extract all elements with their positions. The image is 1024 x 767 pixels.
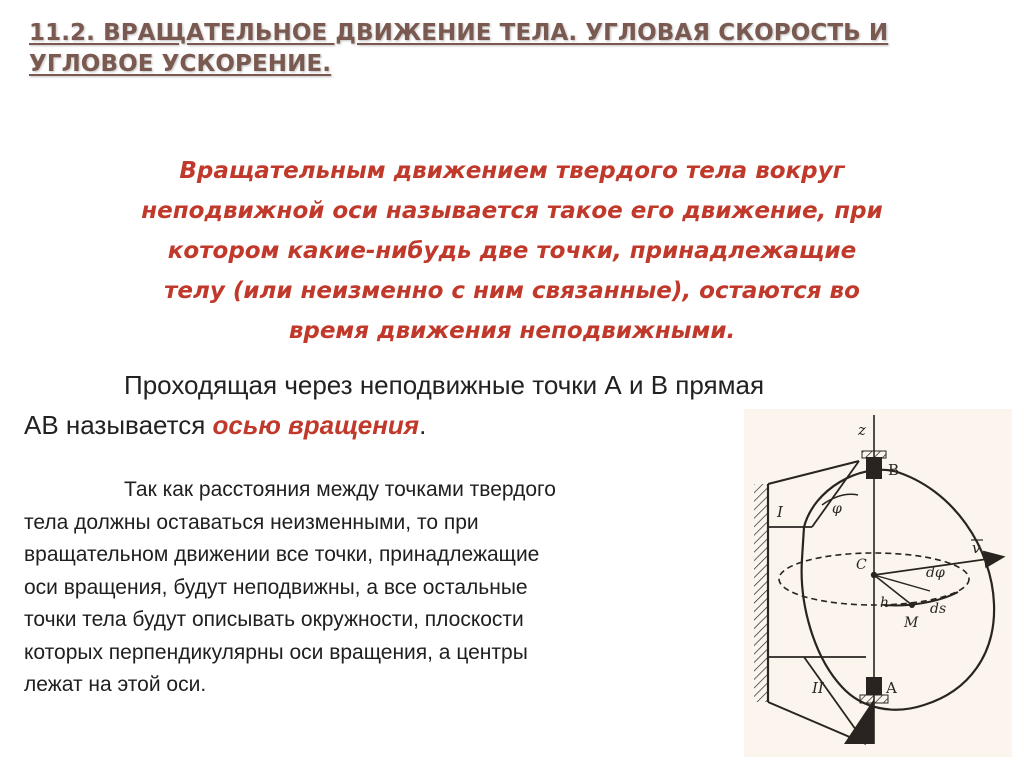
slide-title bbox=[29, 18, 979, 80]
definition-text bbox=[28, 151, 996, 351]
definition-line-1: Вращательным движением твердого тела вокруг bbox=[179, 158, 845, 184]
point-c bbox=[871, 572, 877, 578]
rotation-diagram bbox=[744, 409, 1012, 757]
body-line-1: Так как расстояния между точками твердого bbox=[124, 478, 556, 501]
point-m bbox=[909, 602, 915, 608]
label-a: A bbox=[886, 679, 897, 697]
body-line-7: лежат на этой оси. bbox=[24, 673, 207, 696]
title-line-1: 11.2. ВРАЩАТЕЛЬНОЕ ДВИЖЕНИЕ ТЕЛА. УГЛОВАЯ СКОРОСТЬ И bbox=[29, 20, 889, 46]
body-line-4: оси вращения, будут неподвижны, а все остальные bbox=[24, 575, 528, 599]
bearing-a bbox=[866, 677, 882, 695]
bearing-b bbox=[866, 457, 882, 479]
axis-paragraph-line-1: Проходящая через неподвижные точки А и В прямая bbox=[124, 370, 765, 400]
definition-line-4: телу (или неизменно с ним связанные), остаются во bbox=[164, 278, 860, 304]
label-v: v bbox=[972, 539, 981, 557]
definition-line-5: время движения неподвижными. bbox=[288, 318, 736, 344]
body-outline bbox=[802, 470, 994, 710]
body-line-3: вращательном движении все точки, принадлежащие bbox=[24, 543, 540, 566]
label-z: z bbox=[858, 421, 866, 439]
axis-paragraph-suffix: . bbox=[419, 410, 427, 440]
trajectory-solid bbox=[884, 592, 958, 605]
label-b: B bbox=[888, 461, 900, 479]
axis-paragraph-line-2 bbox=[24, 410, 426, 440]
radius-line-2 bbox=[874, 575, 930, 591]
label-ii: II bbox=[812, 679, 824, 697]
label-h: h bbox=[880, 595, 890, 611]
label-c: C bbox=[856, 557, 867, 573]
label-dphi: dφ bbox=[926, 565, 945, 581]
title-line-2: УГЛОВОЕ УСКОРЕНИЕ. bbox=[29, 51, 332, 77]
definition-line-2: неподвижной оси называется такое его движение, при bbox=[141, 198, 883, 224]
body-line-5: точки тела будут описывать окружности, плоскости bbox=[24, 608, 524, 631]
axis-of-rotation-term: осью вращения bbox=[212, 410, 420, 440]
body-paragraph bbox=[24, 474, 736, 702]
body-line-2: тела должны оставаться неизменными, то при bbox=[24, 510, 479, 534]
label-i: I bbox=[777, 503, 783, 521]
label-phi: φ bbox=[832, 501, 842, 517]
wall bbox=[754, 484, 768, 702]
body-line-6: которых перпендикулярны оси вращения, а центры bbox=[24, 640, 528, 664]
definition-line-3: котором какие-нибудь две точки, принадлежащие bbox=[167, 238, 857, 264]
label-ds: ds bbox=[930, 601, 947, 617]
axis-paragraph-prefix: АВ называется bbox=[24, 410, 213, 440]
label-m: M bbox=[904, 615, 919, 631]
rotation-diagram-svg bbox=[744, 409, 1012, 757]
